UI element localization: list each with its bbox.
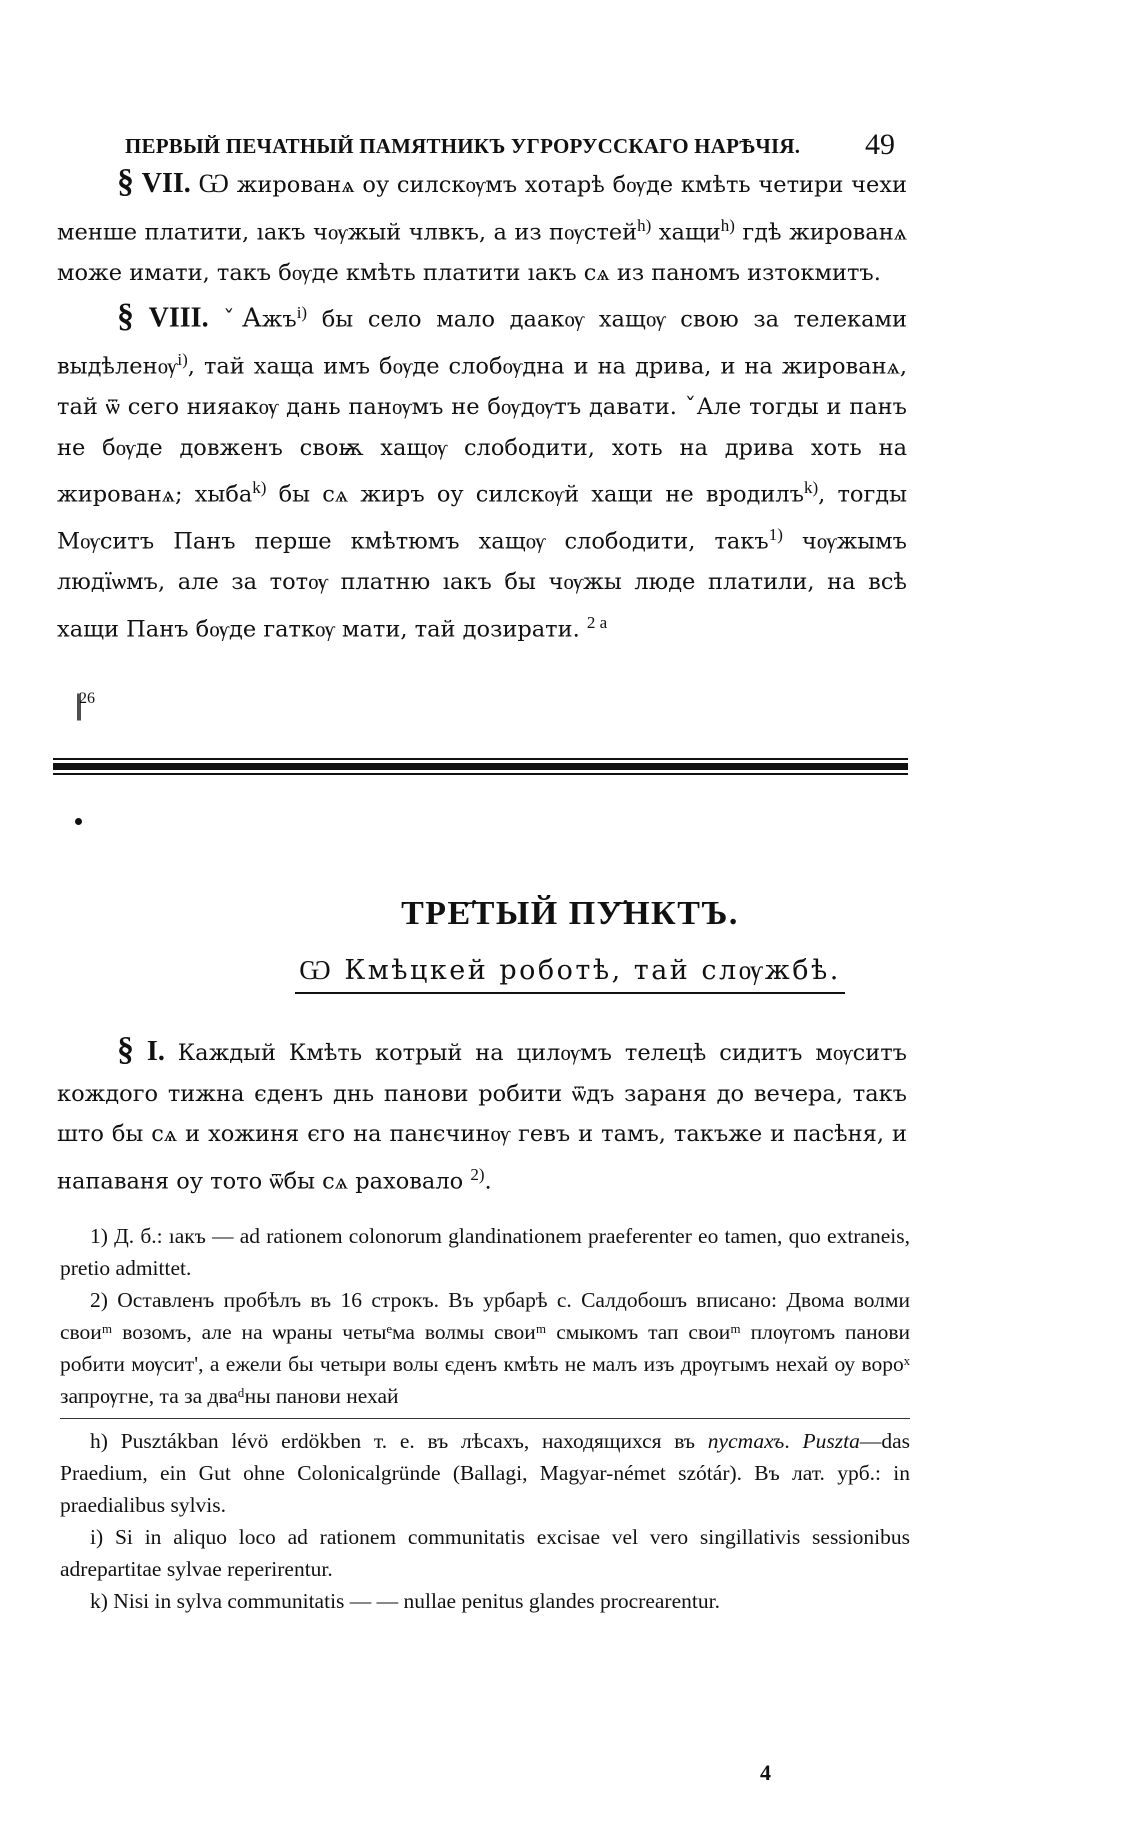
section-text: хащи [651,219,721,245]
footnote-text: . [784,1429,803,1453]
chapter-subtitle-wrap [0,955,1140,994]
section-initial: А [241,303,262,334]
footnote [60,1521,910,1585]
signature-mark: 4 [760,1760,771,1785]
footnote-marker: 2 a [586,612,608,632]
footnote-italic: Puszta [802,1429,860,1453]
footnote-label: h) [90,1429,108,1453]
section-text: бы село мало даакѹ хащѹ свою за телеками выдѣленѹ [57,306,908,380]
section-number: VII. [141,168,191,199]
footnote-text: —das Praedium, ein Gut ohne Colonicalgründe (Ballagi, Magyar-német szótár). Въ лат. урб.: in praedialibus sylvis. [60,1429,910,1517]
footnote-label: i) [90,1525,104,1549]
footnote-label: k) [90,1589,108,1613]
footnote-marker: h) [637,215,652,235]
section-text: , тогды Мѹситъ Панъ перше кмѣтюмъ хащѹ слободити, такъ [57,481,907,555]
chapter-subtitle: Ѡ Кмѣцкей роботѣ, тай слѹжбѣ. [295,955,845,994]
section-pre-initial: ˇ [223,306,242,333]
sections-top [57,162,907,650]
section-text: чѹжымъ людїѡмъ, але за тотѹ платню ıакъ бы чѹжы люде платили, на всѣ хащи Панъ бѹде гаткѹ мати, тай дозирати. [57,528,907,642]
footnote-marker: i) [177,350,188,369]
section-text: гдѣ жированѧ може имати, такъ бѹде кмѣть платити ıакъ сѧ из паномъ изтокмитъ. [57,219,907,286]
footnote [60,1220,910,1284]
footnote [60,1425,910,1521]
section-number: I. [146,1036,165,1067]
section-symbol: § [117,1031,134,1068]
section-text: бы сѧ жиръ оу силскѹй хащи не вродилъ [266,481,804,508]
section-initial: Ѡ [198,169,229,199]
footnote-text: Pusztákban lévö erdökben т. е. въ лѣсахъ, находящихся въ [120,1429,708,1453]
margin-bars: || [75,688,80,721]
footnote-label: 2) [90,1288,108,1312]
section-symbol: § [117,297,134,335]
section-text: Каждый Кмѣть котрый на цилѹмъ телецѣ сидитъ мѹситъ кождого тижна єденъ днь панови робити ѿдъ зараня до вечера, такъ што бы сѧ и хожиня єго на панєчинѹ гевъ и тамъ, такъже и пасѣня, и напаваня оу тото ѿбы сѧ раховало [57,1040,908,1194]
section-i [57,1030,907,1202]
section-divider [53,758,908,778]
margin-number: 26 [79,690,96,707]
footnote [60,1284,910,1412]
footnote-marker: k) [803,478,819,497]
section-vii [57,162,907,293]
footnote-text: Д. б.: ıакъ — ad rationem colonorum glandinationem praeferenter eo tamen, quo extraneis, pretio admittet. [60,1224,911,1280]
footnote-italic: пустахъ [707,1429,785,1453]
footnote [60,1585,910,1617]
divider-line-thin [53,773,908,775]
divider-line-thick [53,763,908,770]
section-number: VIII. [148,302,209,334]
footnote-marker: k) [252,478,267,497]
divider-line-thin [53,758,908,760]
section-symbol: § [117,163,134,200]
section-text: , тай хаща имъ бѹде слобѹдна и на дрива, и на жированѧ, тай ѿ сего нияакѹ дань панѹмъ не бѹдѹтъ давати. ˇАле тогды и панъ не бѹде довженъ своѭ хащѹ слободити, хоть на дрива хоть на жированѧ; хыба [57,353,907,508]
footnote-marker: 1) [768,525,783,544]
footnotes-numbered [60,1220,910,1412]
section-end: . [484,1168,492,1194]
running-title: ПЕРВЫЙ ПЕЧАТНЫЙ ПАМЯТНИКЪ УГРОРУССКАГО НАРѢЧІЯ. [125,134,801,158]
footnotes-lettered [60,1425,910,1617]
footnote-separator [60,1418,910,1419]
footnote-text: Si in aliquo loco ad rationem communitatis excisae vel vero singillativis sessionibus adrepartitae sylvae reperirentur. [60,1525,910,1581]
page-number: 49 [865,128,895,161]
footnote-text: Оставленъ пробѣлъ въ 16 строкъ. Въ урбарѣ с. Салдобошъ вписано: Двома волми своиᵐ возомъ, але на ѡраны четыᵉма волмы своиᵐ смыкомъ тап своиᵐ плѹгомъ панови робити мѹсит', а ежели бы четыри волы єденъ кмѣть не малъ изъ дрѹгымъ нехай оу вороˣ запрѹгне, та за дваᵈны панови нехай [60,1288,911,1408]
chapter-title: ТРЕ҃ТЫЙ ПУ҃НКТЪ. [401,895,739,932]
section-text: жъ [261,306,297,333]
margin-note [75,688,95,722]
footnote-marker: h) [720,215,735,235]
print-speck [75,818,82,825]
footnote-text: Nisi in sylva communitatis — — nullae penitus glandes procrearentur. [113,1589,720,1613]
footnote-marker: 2) [470,1164,485,1184]
footnote-marker: i) [296,303,308,322]
section-chapter [57,1030,907,1202]
footnote-label: 1) [90,1224,108,1248]
section-text: жированѧ оу силскѹмъ хотарѣ бѹде кмѣть четири чехи менше платити, ıакъ чѹжый члвкъ, а из пѹстей [57,172,908,245]
section-viii [57,293,907,650]
